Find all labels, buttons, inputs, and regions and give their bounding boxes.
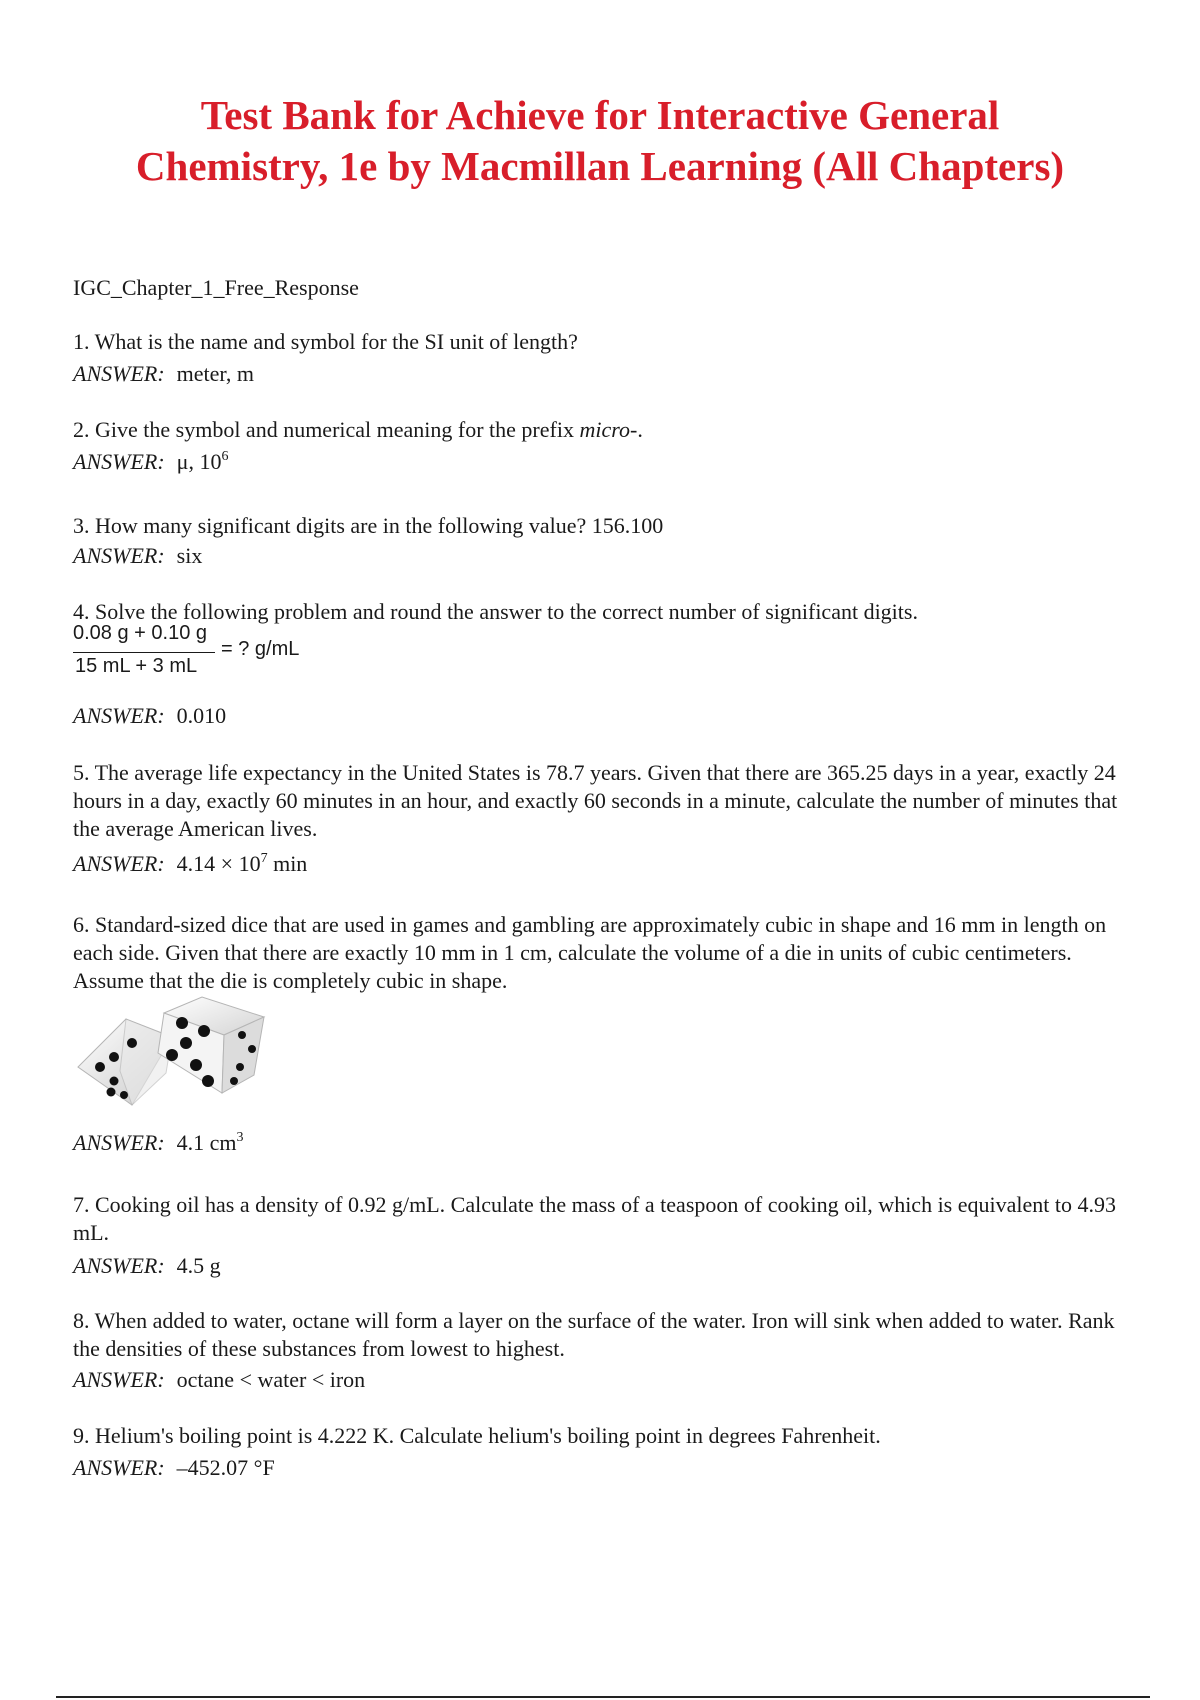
- question-1: 1. What is the name and symbol for the SI unit of length?: [73, 329, 578, 354]
- fraction-rhs: = ? g/mL: [221, 638, 300, 660]
- answer-value: six: [176, 543, 203, 568]
- answer-label: ANSWER:: [73, 703, 165, 728]
- fraction-numerator: 0.08 g + 0.10 g: [73, 622, 208, 644]
- answer-1: [73, 360, 254, 388]
- question-6: 6. Standard-sized dice that are used in games and gambling are approximately cubic in shape and 16 mm in length on each side. Given that there are exactly 10 mm in 1 cm, calculate the volume of a die in units of cubic centimeters. Assume that the die is completely cubic in shape.: [73, 912, 1107, 993]
- answer-8: [73, 1366, 365, 1394]
- answer-value: 4.14 × 10: [176, 851, 261, 876]
- fraction-denominator: 15 mL + 3 mL: [75, 655, 198, 677]
- answer-2: [73, 448, 228, 476]
- answer-9: [73, 1454, 275, 1482]
- answer-exponent: 7: [260, 851, 268, 866]
- answer-label: ANSWER:: [73, 1455, 165, 1480]
- question-3: 3. How many significant digits are in the following value? 156.100: [73, 513, 664, 538]
- question-4: 4. Solve the following problem and round the answer to the correct number of significant digits.: [73, 599, 918, 624]
- section-label: IGC_Chapter_1_Free_Response: [73, 275, 359, 300]
- answer-label: ANSWER:: [73, 449, 165, 474]
- answer-label: ANSWER:: [73, 1130, 165, 1155]
- dice-icon: [74, 995, 278, 1113]
- question-7: 7. Cooking oil has a density of 0.92 g/mL. Calculate the mass of a teaspoon of cooking oil, which is equivalent to 4.93 mL.: [73, 1192, 1116, 1245]
- answer-label: ANSWER:: [73, 851, 165, 876]
- answer-exponent: 3: [236, 1130, 244, 1145]
- answer-label: ANSWER:: [73, 1367, 165, 1392]
- question-5: 5. The average life expectancy in the United States is 78.7 years. Given that there are 365.25 days in a year, exactly 24 hours in a day, exactly 60 minutes in an hour, and exactly 60 seconds in a minute, calculate the number of minutes that the average American lives.: [73, 760, 1118, 841]
- answer-6: [73, 1129, 244, 1157]
- answer-exponent: 6: [221, 449, 229, 464]
- page-title: Test Bank for Achieve for Interactive General Chemistry, 1e by Macmillan Learning (All Chapters): [135, 92, 1065, 189]
- question-8: 8. When added to water, octane will form a layer on the surface of the water. Iron will sink when added to water. Rank the densities of these substances from lowest to highest.: [73, 1308, 1115, 1361]
- answer-value: μ, 10: [176, 449, 222, 474]
- fraction-bar: [73, 652, 215, 653]
- answer-value: 4.5 g: [176, 1253, 221, 1278]
- answer-label: ANSWER:: [73, 361, 165, 386]
- answer-5: ANSWER: $4.14 \times 10^7$ min: [73, 851, 308, 876]
- answer-3: [73, 542, 202, 570]
- answer-value: 0.010: [176, 703, 227, 728]
- answer-value: 4.1 cm: [176, 1130, 237, 1155]
- bottom-rule: [56, 1696, 1150, 1698]
- answer-4: [73, 702, 226, 730]
- answer-label: ANSWER:: [73, 1253, 165, 1278]
- answer-value: octane < water < iron: [176, 1367, 366, 1392]
- answer-value: –452.07 °F: [176, 1455, 275, 1480]
- answer-label: ANSWER:: [73, 543, 165, 568]
- answer-value: meter, m: [176, 361, 254, 386]
- question-9: 9. Helium's boiling point is 4.222 K. Calculate helium's boiling point in degrees Fahrenheit.: [73, 1423, 881, 1448]
- answer-7: [73, 1252, 221, 1280]
- question-2: 2. Give the symbol and numerical meaning for the prefix micro-.: [73, 417, 643, 442]
